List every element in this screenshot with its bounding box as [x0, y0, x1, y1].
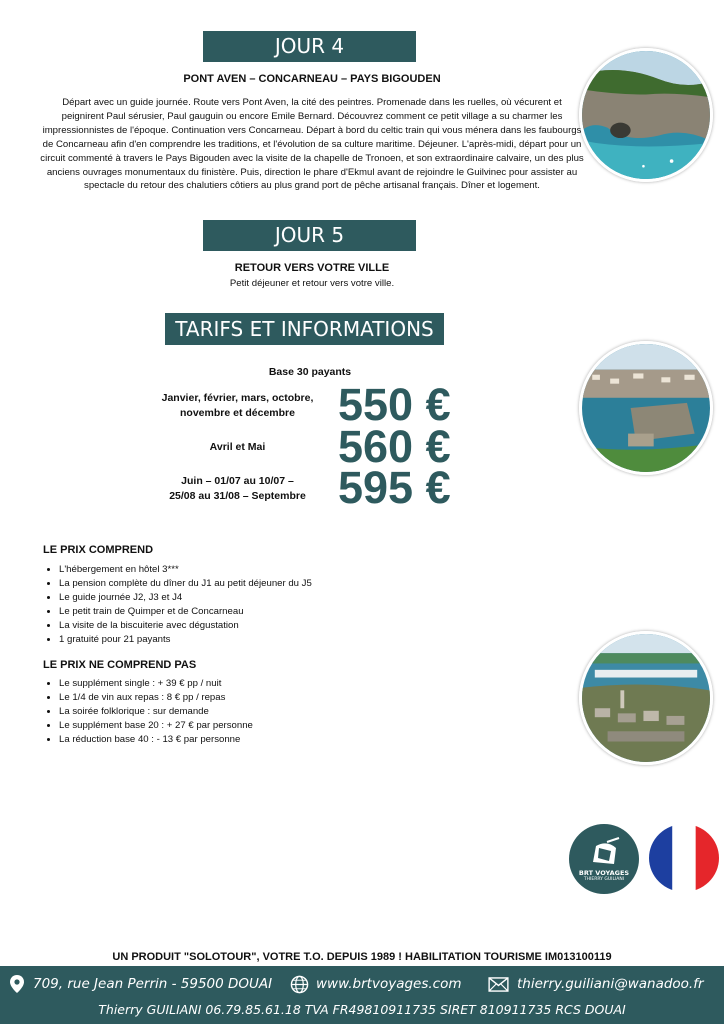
footer-bar [0, 966, 724, 1024]
tarif-row-3-price: 595 € [338, 462, 451, 513]
jour5-banner: JOUR 5 [203, 220, 416, 251]
jour4-banner: JOUR 4 [203, 31, 416, 62]
logo-name: BRT VOYAGES [578, 869, 630, 877]
tarif-row-1-label: Janvier, février, mars, octobre, novembre et décembre [161, 392, 314, 419]
tarifs-base: Base 30 payants [268, 366, 352, 378]
france-flag-icon [649, 824, 719, 892]
list-item: • Le supplément base 20 : + 27 € par personne [59, 719, 253, 733]
envelope-icon [488, 977, 509, 992]
list-item: • Le 1/4 de vin aux repas : 8 € pp / repas [59, 691, 253, 705]
list-item: • Le petit train de Quimper et de Concarneau [59, 605, 312, 619]
tarif-row-2-price: 560 € [338, 421, 451, 472]
tarif-row-2-label: Avril et Mai [209, 441, 266, 453]
location-pin-icon [10, 975, 24, 993]
list-item: • Le supplément single : + 39 € pp / nuit [59, 677, 253, 691]
jour4-description: Départ avec un guide journée. Route vers Pont Aven, la cité des peintres. Promenade dans les ruelles, où vécurent et peignirent Paul sérusier, Paul gauguin ou encore Emile Bernard. Découvrez comment ce petit village a su charmer les impressionnistes de l'époque. Continuation vers Concarneau. Départ à bord du celtic train qui vous ménera dans les faubourgs de Concarneau afin d'en comprendre les traditions, et l'évolution de sa culture maritime. Déjeuner. L'après-midi, départ pour un circuit commenté à travers le Pays Bigouden avec la visite de la chapelle de Tronoen, et son extraordinaire calvaire, un des plus anciens ouvrages monumentaux du finistère. Puis, direction le phare d'Ekmul avant de rejoindre le Guilvinec pour assister au spectacle du retour des chalutiers côtiers au plus grand port de pêche artisanal français. Dîner et logement. [40, 97, 584, 192]
jour4-subtitle: PONT AVEN – CONCARNEAU – PAYS BIGOUDEN [183, 73, 441, 85]
list-item: • La soirée folklorique : sur demande [59, 705, 253, 719]
tarifs-banner: TARIFS ET INFORMATIONS [165, 313, 444, 345]
tarif-row-1-price: 550 € [338, 379, 451, 430]
prix-comprend-title: LE PRIX COMPREND [43, 544, 154, 556]
footer-address: 709, rue Jean Perrin - 59500 DOUAI [33, 976, 273, 992]
list-item: • L'hébergement en hôtel 3*** [59, 563, 312, 577]
prix-comprend-list [43, 563, 312, 647]
photo-coastal-cliffs [579, 48, 713, 182]
prix-ne-comprend-title: LE PRIX NE COMPREND PAS [43, 659, 197, 671]
list-item: • La pension complète du dîner du J1 au petit déjeuner du J5 [59, 577, 312, 591]
footer-website[interactable]: www.brtvoyages.com [316, 976, 462, 992]
jour5-subtitle: RETOUR VERS VOTRE VILLE [234, 262, 390, 274]
footer-legal: Thierry GUILIANI 06.79.85.61.18 TVA FR49810911735 SIRET 810911735 RCS DOUAI [98, 1002, 626, 1017]
logo-sub: THIERRY GUILIANI [583, 877, 625, 882]
globe-icon [290, 975, 309, 994]
list-item: • La réduction base 40 : - 13 € par personne [59, 733, 253, 747]
list-item: • La visite de la biscuiterie avec dégustation [59, 619, 312, 633]
photo-harbor-town [579, 631, 713, 765]
tarif-row-3-label: Juin – 01/07 au 10/07 – 25/08 au 31/08 – Septembre [169, 475, 306, 502]
list-item: • 1 gratuité pour 21 payants [59, 633, 312, 647]
photo-walled-town [579, 341, 713, 475]
brt-voyages-logo [569, 824, 639, 894]
prix-ne-comprend-list [43, 677, 253, 747]
footer-email[interactable]: thierry.guiliani@wanadoo.fr [517, 976, 704, 992]
list-item: • Le guide journée J2, J3 et J4 [59, 591, 312, 605]
jour5-description: Petit déjeuner et retour vers votre ville. [229, 278, 395, 289]
footer-tagline: UN PRODUIT "SOLOTOUR", VOTRE T.O. DEPUIS 1989 ! HABILITATION TOURISME IM013100119 [112, 951, 612, 963]
